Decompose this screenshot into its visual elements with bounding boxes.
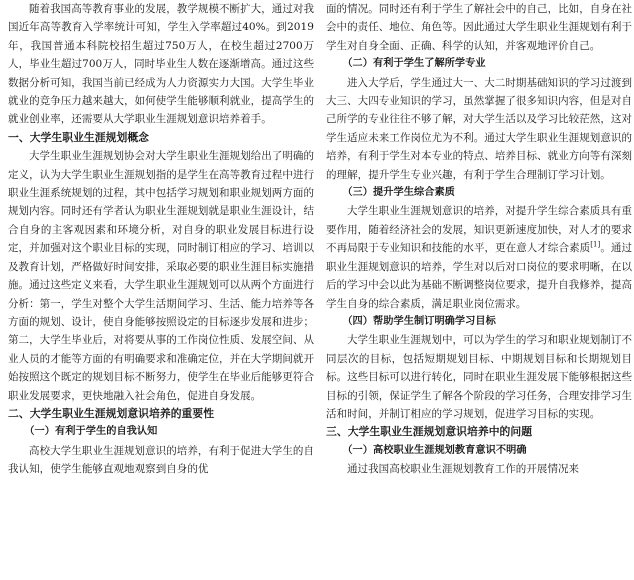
quality-paragraph <box>326 202 632 312</box>
subsection-heading-major: （二）有利于学生了解所学专业 <box>342 58 486 70</box>
section-heading-2: 二、大学生职业生涯规划意识培养的重要性 <box>8 406 215 420</box>
subsection-heading-education-awareness: （一）高校职业生涯规划教育意识不明确 <box>342 444 527 456</box>
subsection-heading-goals: （四）帮助学生制订明确学习目标 <box>342 315 496 327</box>
definition-paragraph: 大学生职业生涯规划协会对大学生职业生涯规划给出了明确的定义，认为大学生职业生涯规划指的是学生在高等教育过程中进行职业生涯系统规划的过程，其中包括学习规划和职业规划两方面的规划内容。同时还有学者认为职业生涯规划就是职业生涯设计，结合自身的主客观因素和环境分析，对自身的职业发展目标进行设定，并加强对这个职业目标的实现，同时制订相应的学习、培训以及教育计划，严格做好时间安排，采取必要的职业生涯目标实施措施。通过这些定义来看，大学生职业生涯规划可以从两个方面进行分析：第一，学生对整个大学生活期间学习、生活、能力培养等各方面的规划、设计，使自身能够按照设定的目标逐步发展和进步；第二，大学生毕业后，对将要从事的工作岗位性质、发展空间、从业人员的才能等方面的有明确要求和准确定位，并在大学期间就开始按照这个既定的规划目标不断努力，使学生在毕业后能够更符合职业发展要求，更快地融入社会角色，促进自身发展。 <box>8 150 314 402</box>
right-column <box>326 0 632 479</box>
subsection-heading-self-awareness: （一）有利于学生的自我认知 <box>24 426 158 438</box>
subsection-heading-quality: （三）提升学生综合素质 <box>342 187 455 199</box>
section-heading-3: 三、大学生职业生涯规划意识培养中的问题 <box>326 425 533 439</box>
goals-paragraph: 大学生职业生涯规划中，可以为学生的学习和职业规划制订不同层次的目标，包括短期规划目标、中期规划目标和长期规划目标。这些目标可以进行转化，同时在职业生涯发展下能够根据这些目标的引领，保证学生了解各个阶段的学习任务，合理安排学习生活和时间，并制订相应的学习规划，促进学习目标的实现。 <box>326 334 632 420</box>
section-heading-1: 一、大学生职业生涯规划概念 <box>8 130 150 144</box>
major-paragraph: 进入大学后，学生通过大一、大二时期基础知识的学习过渡到大三、大四专业知识的学习，虽然掌握了很多知识内容，但是对自己所学的专业往往不够了解，对大学生活以及学习比较茫然，这对学生适应未来工作岗位尤为不利。通过大学生职业生涯规划意识的培养，有利于学生对本专业的特点、培养目标、就业方向等有深刻的理解，提升学生专业兴趣，有利于学生合理制订学习计划。 <box>326 76 632 181</box>
left-column <box>8 0 314 479</box>
citation-ref: [1] <box>590 240 601 249</box>
self-awareness-paragraph: 高校大学生职业生涯规划意识的培养，有利于促进大学生的自我认知，使学生能够直观地观察到自身的优 <box>8 444 314 476</box>
self-awareness-paragraph-continued: 面的情况。同时还有利于学生了解社会中的自己，比如，自身在社会中的责任、地位、角色等。因此通过大学生职业生涯规划有利于学生对自身全面、正确、科学的认知，并客观地评价自己。 <box>326 3 632 52</box>
intro-paragraph: 随着我国高等教育事业的发展，教学规模不断扩大，通过对我国近年高等教育入学率统计可知，学生入学率超过40%。到2019年，我国普通本科院校招生超过750万人，在校生超过2700万人，毕业生超过700万人，同时毕业生人数在逐渐增高。通过这些数据分析可知，我国当前已经成为人力资源实力大国。大学生毕业就业的竞争压力越来越大，如何使学生能够顺利就业，提高学生的就业创业率，还需要从大学职业生涯规划意识培养着手。 <box>8 3 314 126</box>
education-awareness-paragraph: 通过我国高校职业生涯规划教育工作的开展情况来 <box>347 463 580 476</box>
quality-text-end: 。通过职业生涯规划意识的培养，学生对以后对口岗位的要求明晰，在以后的学习中会以此为基础不断调整岗位要求，提升自我修养，提高学生自身的综合素质，满足职业岗位需求。 <box>326 242 633 310</box>
quality-text-start: 大学生职业生涯规划意识的培养，对提升学生综合素质具有重要作用，随着经济社会的发展，知识更新速度加快，对人才的要求不再局限于专业知识和技能的水平，更在意人才综合素质 <box>326 205 632 255</box>
